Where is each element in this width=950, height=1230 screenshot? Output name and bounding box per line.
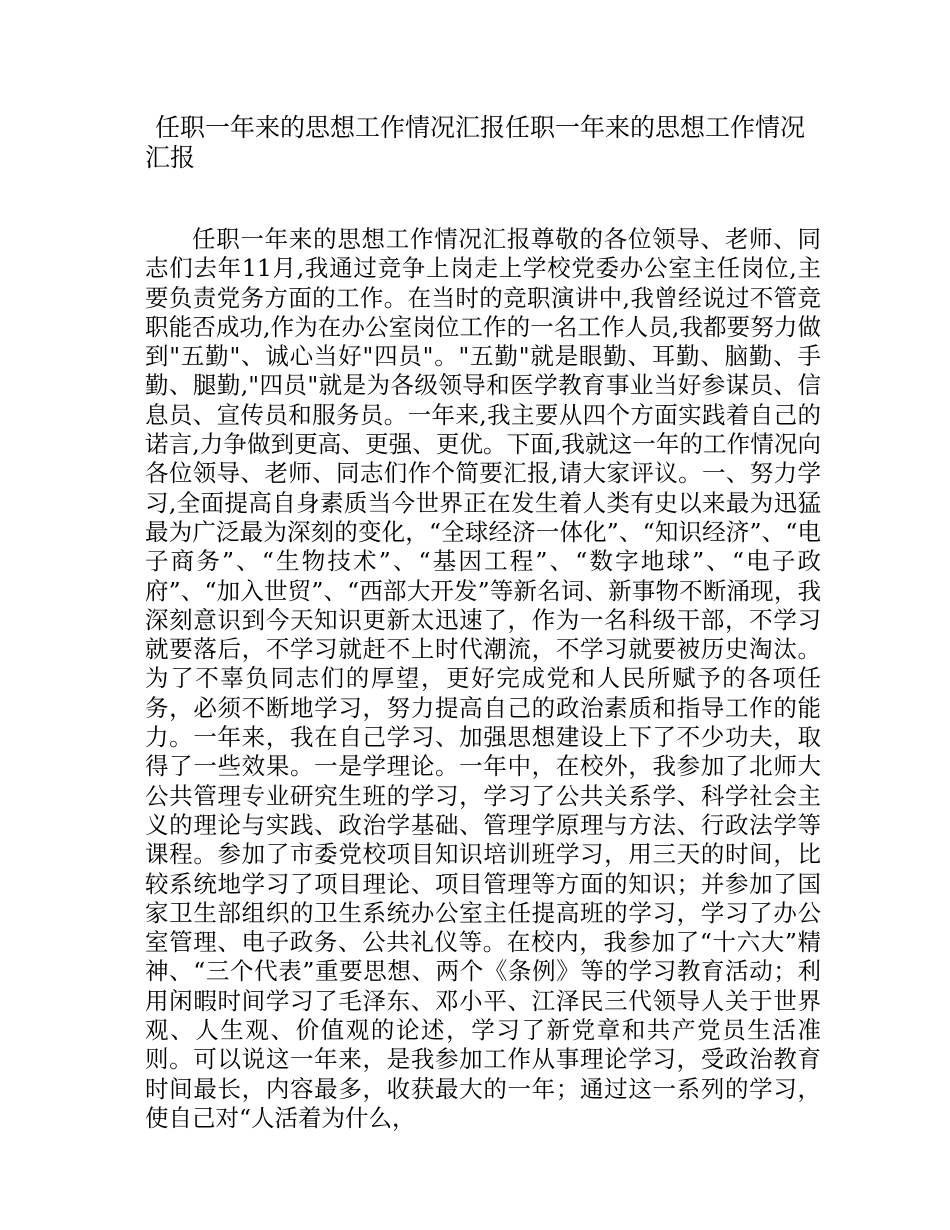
document-title: 任职一年来的思想工作情况汇报任职一年来的思想工作情况汇报: [145, 113, 806, 172]
document-body-paragraph: 任职一年来的思想工作情况汇报尊敬的各位领导、老师、同志们去年11月,我通过竞争上岗走上学校党委办公室主任岗位,主要负责党务方面的工作。在当时的竞职演讲中,我曾经说过不管竞职能否成功,作为在办公室岗位工作的一名工作人员,我都要努力做到"五勤"、诚心当好"四员"。"五勤"就是眼勤、耳勤、脑勤、手勤、腿勤,"四员"就是为各级领导和医学教育事业当好参谋员、信息员、宣传员和服务员。一年来,我主要从四个方面实践着自己的诺言,力争做到更高、更强、更优。下面,我就这一年的工作情况向各位领导、老师、同志们作个简要汇报,请大家评议。一、努力学习,全面提高自身素质当今世界正在发生着人类有史以来最为迅猛最为广泛最为深刻的变化，“全球经济一体化”、“知识经济”、“电子商务”、“生物技术”、“基因工程”、“数字地球”、“电子政府”、“加入世贸”、“西部大开发”等新名词、新事物不断涌现，我深刻意识到今天知识更新太迅速了，作为一名科级干部，不学习就要落后，不学习就赶不上时代潮流，不学习就要被历史淘汰。为了不辜负同志们的厚望，更好完成党和人民所赋予的各项任务，必须不断地学习，努力提高自己的政治素质和指导工作的能力。一年来，我在自己学习、加强思想建设上下了不少功夫，取得了一些效果。一是学理论。一年中，在校外，我参加了北师大公共管理专业研究生班的学习，学习了公共关系学、科学社会主义的理论与实践、政治学基础、管理学原理与方法、行政法学等课程。参加了市委党校项目知识培训班学习，用三天的时间，比较系统地学习了项目理论、项目管理等方面的知识；并参加了国家卫生部组织的卫生系统办公室主任提高班的学习，学习了办公室管理、电子政务、公共礼仪等。在校内，我参加了“十六大”精神、“三个代表”重要思想、两个《条例》等的学习教育活动；利用闲暇时间学习了毛泽东、邓小平、江泽民三代领导人关于世界观、人生观、价值观的论述，学习了新党章和共产党员生活准则。可以说这一年来，是我参加工作从事理论学习，受政治教育时间最长，内容最多，收获最大的一年；通过这一系列的学习，使自己对“人活着为什么，: [145, 225, 821, 1132]
